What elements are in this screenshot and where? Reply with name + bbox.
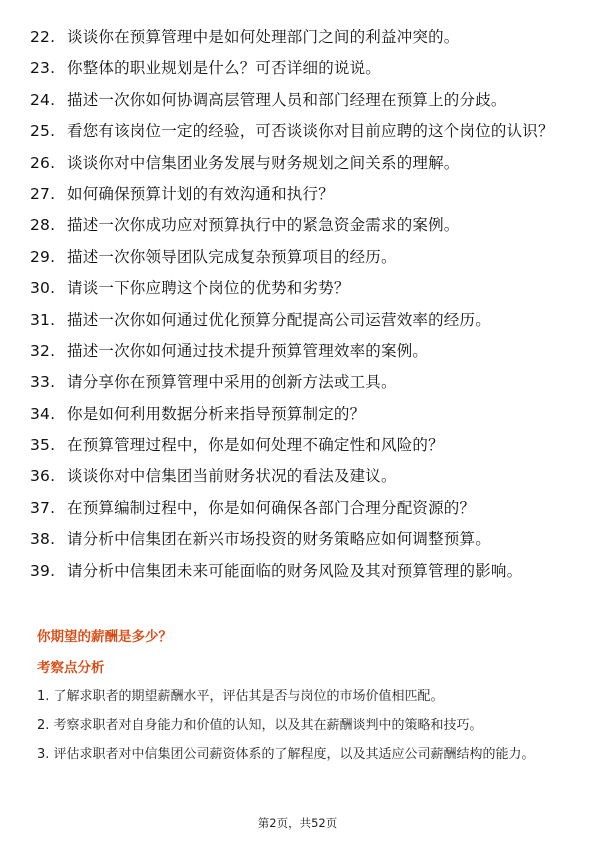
section-title: 你期望的薪酬是多少？ xyxy=(37,629,172,645)
question-item xyxy=(30,152,570,175)
question-text: 请分析中信集团未来可能面临的财务风险及其对预算管理的影响。 xyxy=(67,561,523,580)
question-number: 33. xyxy=(30,373,56,392)
question-number: 37. xyxy=(30,498,56,517)
question-text: 谈谈你在预算管理中是如何处理部门之间的利益冲突的。 xyxy=(67,28,460,46)
question-item xyxy=(30,465,570,488)
question-number: 35. xyxy=(30,436,56,455)
section-subtitle: 考察点分析 xyxy=(37,660,105,676)
analysis-point: 3. 评估求职者对中信集团公司薪资体系的了解程度，以及其适应公司薪酬结构的能力。 xyxy=(37,747,535,762)
question-text: 请谈一下你应聘这个岗位的优势和劣势？ xyxy=(67,279,350,298)
question-item xyxy=(30,528,570,551)
question-item xyxy=(30,57,570,80)
question-text: 请分析中信集团在新兴市场投资的财务策略应如何调整预算。 xyxy=(67,530,491,549)
question-number: 39. xyxy=(30,561,56,580)
question-number: 25. xyxy=(30,122,56,141)
analysis-point: 2. 考察求职者对自身能力和价值的认知，以及其在薪酬谈判中的策略和技巧。 xyxy=(37,718,483,733)
question-text: 描述一次你成功应对预算执行中的紧急资金需求的案例。 xyxy=(67,216,460,235)
question-number: 29. xyxy=(30,247,56,266)
question-number: 24. xyxy=(30,90,56,109)
question-number: 34. xyxy=(30,404,56,423)
question-text: 看您有该岗位一定的经验，可否谈谈你对目前应聘的这个岗位的认识？ xyxy=(67,122,554,141)
question-text: 描述一次你如何协调高层管理人员和部门经理在预算上的分歧。 xyxy=(67,90,507,109)
question-item xyxy=(30,497,570,520)
question-number: 27. xyxy=(30,184,56,203)
question-item xyxy=(30,403,570,426)
question-text: 描述一次你如何通过优化预算分配提高公司运营效率的经历。 xyxy=(67,310,491,329)
question-number: 28. xyxy=(30,216,56,235)
question-item xyxy=(30,434,570,457)
question-text: 如何确保预算计划的有效沟通和执行？ xyxy=(67,184,334,203)
question-item xyxy=(30,26,570,49)
question-item xyxy=(30,309,570,332)
analysis-point-list xyxy=(37,684,567,771)
question-number: 26. xyxy=(30,153,56,172)
question-item xyxy=(30,277,570,300)
question-number: 30. xyxy=(30,279,56,298)
question-text: 在预算管理过程中，你是如何处理不确定性和风险的？ xyxy=(67,436,444,455)
question-list xyxy=(30,26,570,591)
question-number: 36. xyxy=(30,467,56,486)
question-text: 描述一次你领导团队完成复杂预算项目的经历。 xyxy=(67,247,397,266)
question-text: 在预算编制过程中，你是如何确保各部门合理分配资源的？ xyxy=(67,498,476,517)
analysis-point: 1. 了解求职者的期望薪酬水平，评估其是否与岗位的市场价值相匹配。 xyxy=(37,689,444,704)
question-text: 你整体的职业规划是什么？可否详细的说说。 xyxy=(67,59,382,78)
question-number: 38. xyxy=(30,530,56,549)
question-item xyxy=(30,183,570,206)
question-item xyxy=(30,340,570,363)
question-item xyxy=(30,89,570,112)
question-item xyxy=(30,371,570,394)
question-text: 你是如何利用数据分析来指导预算制定的？ xyxy=(67,404,366,423)
question-number: 32. xyxy=(30,341,56,360)
question-item xyxy=(30,246,570,269)
question-text: 谈谈你对中信集团当前财务状况的看法及建议。 xyxy=(67,467,397,486)
question-item xyxy=(30,560,570,583)
question-number: 31. xyxy=(30,310,56,329)
question-text: 描述一次你如何通过技术提升预算管理效率的案例。 xyxy=(67,341,429,360)
question-text: 谈谈你对中信集团业务发展与财务规划之间关系的理解。 xyxy=(67,153,460,172)
page-footer: 第2页，共52页 xyxy=(257,816,338,830)
question-item xyxy=(30,120,570,143)
question-number: 22. xyxy=(30,28,56,46)
question-text: 请分享你在预算管理中采用的创新方法或工具。 xyxy=(67,373,397,392)
question-item xyxy=(30,214,570,237)
question-number: 23. xyxy=(30,59,56,78)
